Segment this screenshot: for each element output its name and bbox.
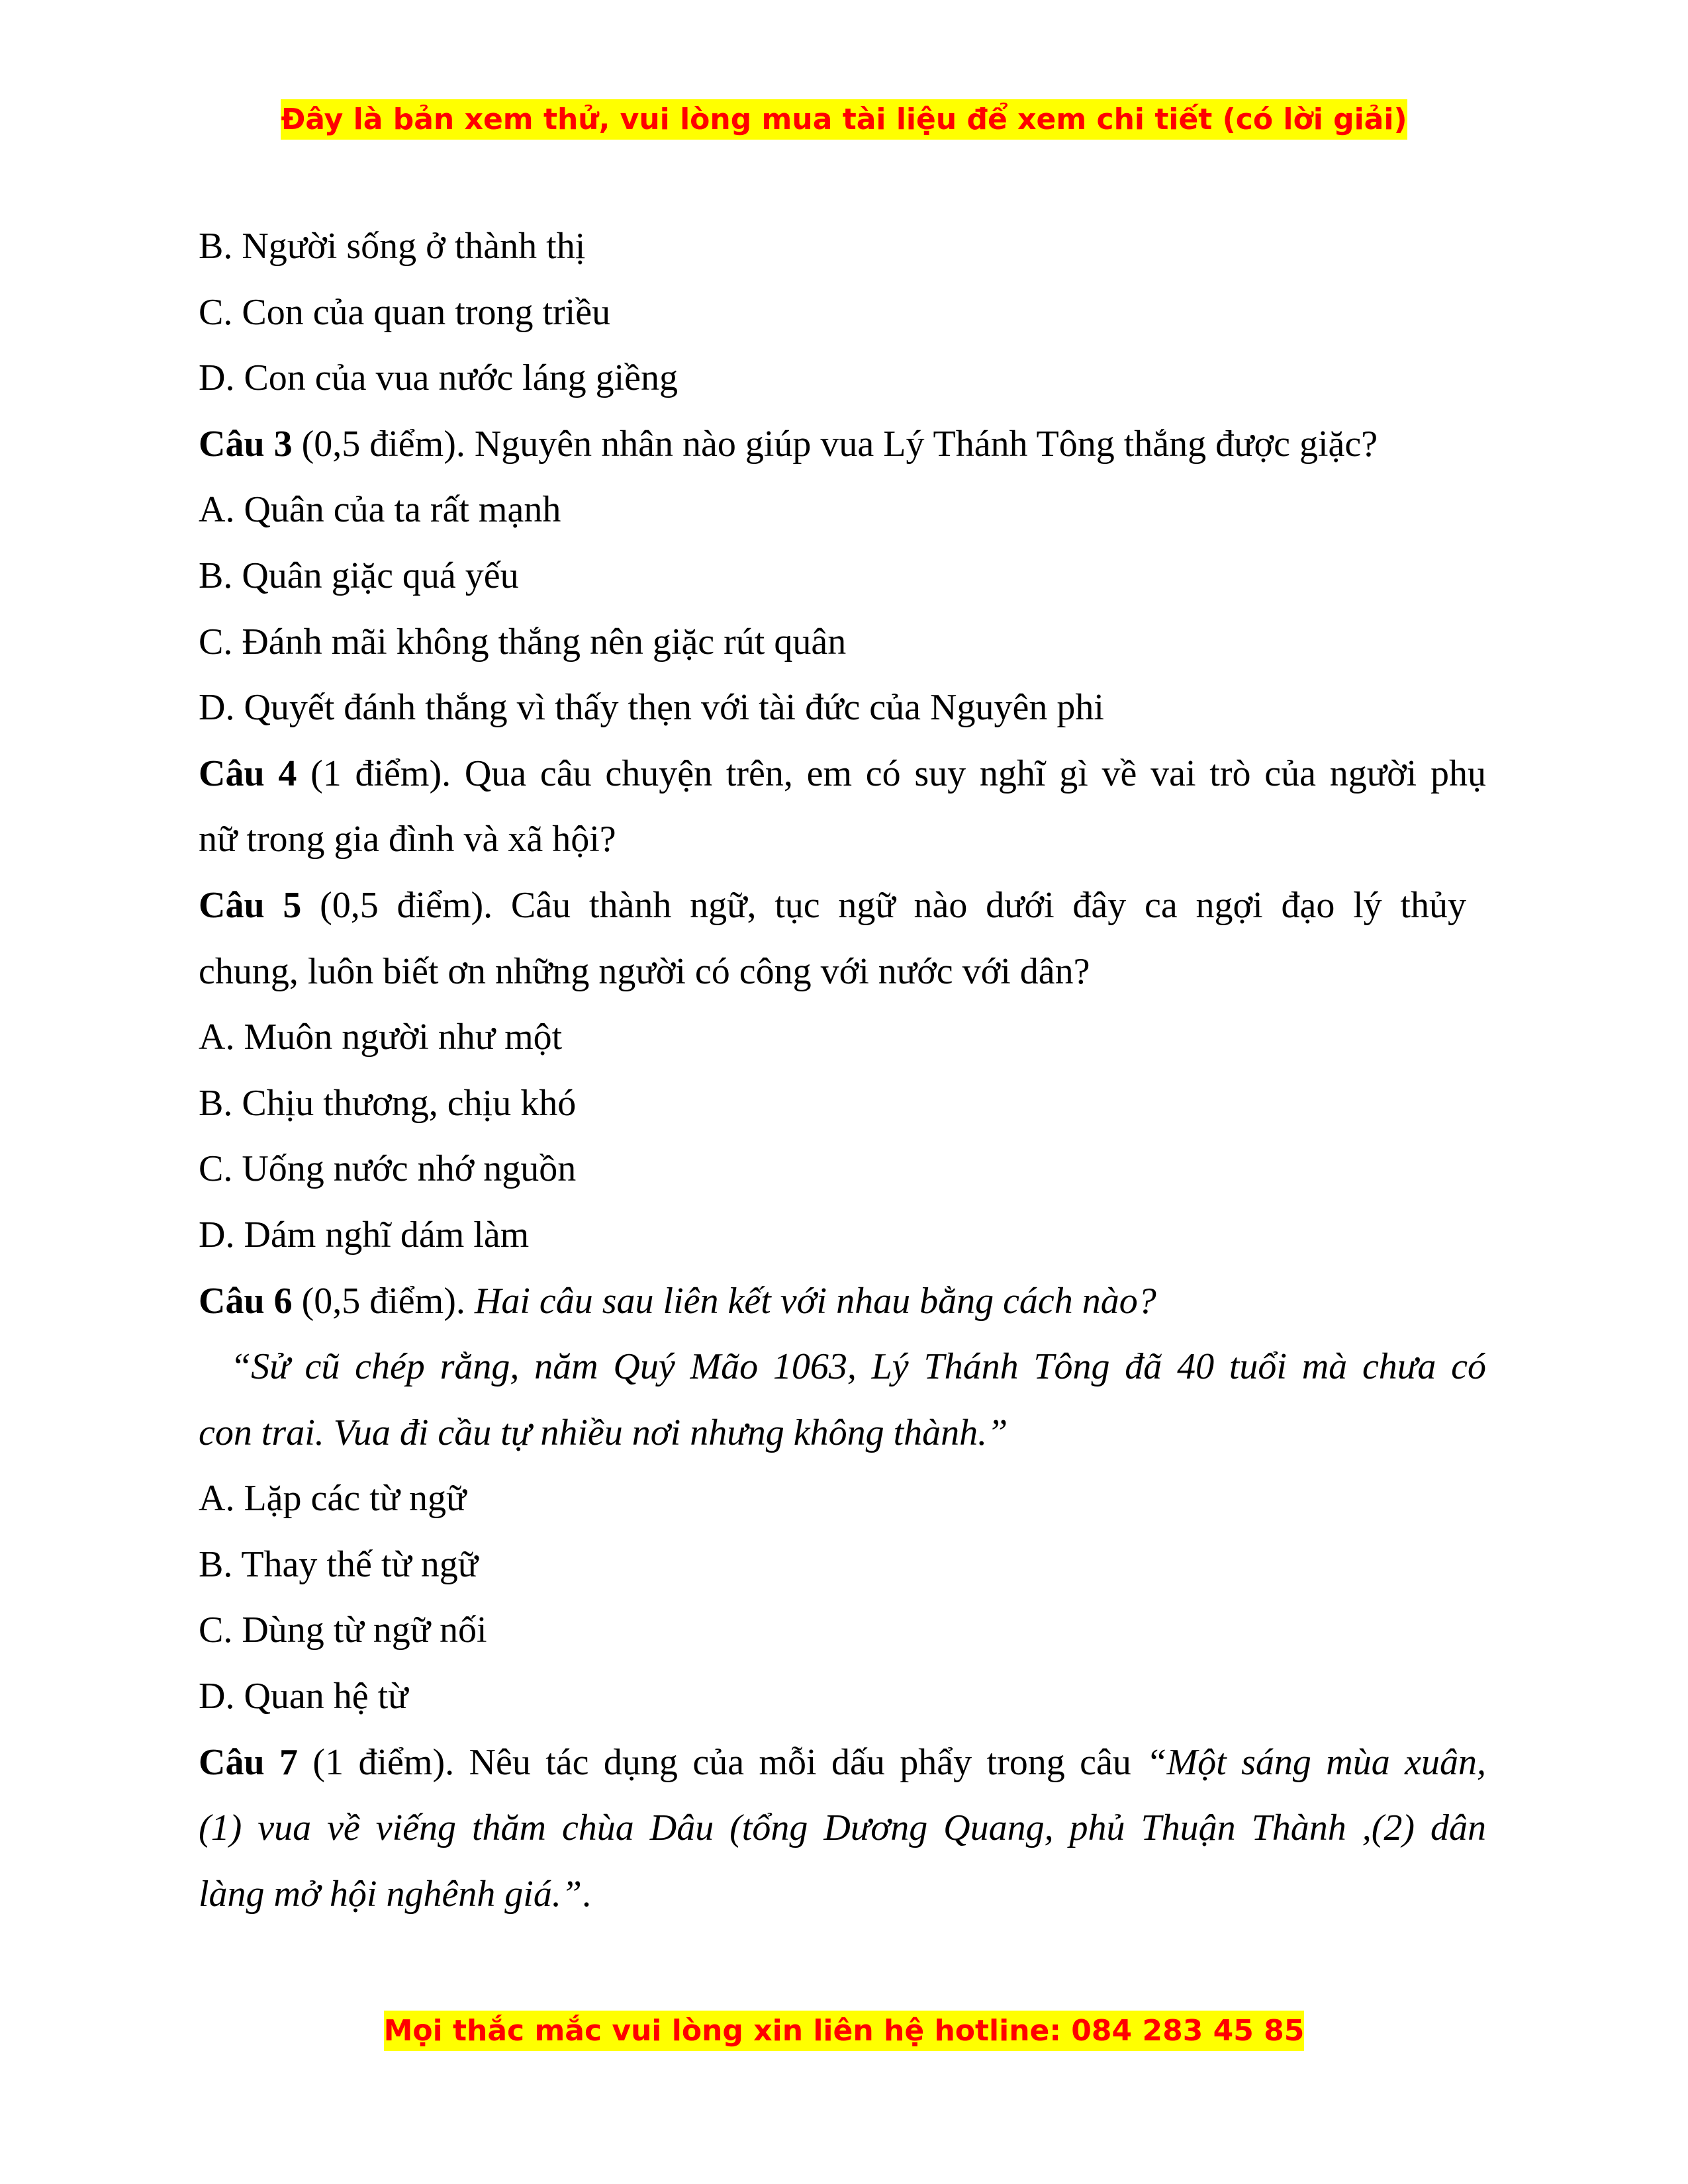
q6-option-c: C. Dùng từ ngữ nối	[199, 1610, 487, 1651]
q3-label: Câu 3	[199, 423, 293, 465]
q4-question-line2: nữ trong gia đình và xã hội?	[199, 819, 616, 860]
q6-question	[199, 1269, 1486, 1335]
q7-question-line1	[199, 1730, 1486, 1796]
q4-question-line1	[199, 741, 1486, 807]
q2-option-c: C. Con của quan trong triều	[199, 291, 611, 333]
q6-quote-text-1: “Sử cũ chép rằng, năm Quý Mão 1063, Lý Thánh Tông đã 40 tuổi mà chưa có	[230, 1346, 1486, 1388]
q5-question-line2: chung, luôn biết ơn những người có công với nước với dân?	[199, 950, 1090, 992]
q5-text-1: (0,5 điểm). Câu thành ngữ, tục ngữ nào dưới đây ca ngợi đạo lý thủy	[301, 884, 1466, 926]
q7-label: Câu 7	[199, 1741, 299, 1783]
hotline-banner	[0, 2011, 1688, 2051]
q6-option-b: B. Thay thế từ ngữ	[199, 1543, 479, 1585]
q4-label: Câu 4	[199, 752, 297, 794]
q7-question-line2	[199, 1796, 1486, 1862]
q5-option-b: B. Chịu thương, chịu khó	[199, 1082, 577, 1124]
q6-points: (0,5 điểm).	[292, 1280, 475, 1322]
q3-option-c: C. Đánh mãi không thắng nên giặc rút quân	[199, 621, 847, 662]
preview-notice-text: Đây là bản xem thử, vui lòng mua tài liệu để xem chi tiết (có lời giải)	[281, 99, 1407, 140]
hotline-text: Mọi thắc mắc vui lòng xin liên hệ hotline: 084 283 45 85	[384, 2011, 1305, 2051]
q7-quote-text-3: làng mở hội nghênh giá.”	[199, 1873, 583, 1915]
q6-option-d: D. Quan hệ từ	[199, 1676, 408, 1717]
q3-option-b: B. Quân giặc quá yếu	[199, 555, 519, 596]
q3-option-a: A. Quân của ta rất mạnh	[199, 489, 561, 531]
q3-option-d: D. Quyết đánh thắng vì thấy thẹn với tài đức của Nguyên phi	[199, 687, 1104, 729]
q5-option-d: D. Dám nghĩ dám làm	[199, 1214, 530, 1255]
q7-question-line3	[199, 1862, 1486, 1928]
q4-text-1: (1 điểm). Qua câu chuyện trên, em có suy nghĩ gì về vai trò của người phụ	[297, 752, 1486, 794]
q7-end: .	[582, 1873, 592, 1915]
q5-option-c: C. Uống nước nhớ nguồn	[199, 1148, 577, 1190]
q6-quote-text-2: con trai. Vua đi cầu tự nhiều nơi nhưng không thành.”	[199, 1412, 1008, 1453]
q7-quote-text-2: (1) vua về viếng thăm chùa Dâu (tổng Dương Quang, phủ Thuận Thành ,(2) dân	[199, 1807, 1486, 1849]
q7-points: (1 điểm). Nêu tác dụng của mỗi dấu phẩy trong câu	[298, 1741, 1147, 1783]
preview-notice-banner	[0, 99, 1688, 140]
q7-quote-text-1: “Một sáng mùa xuân,	[1146, 1741, 1486, 1783]
q3-question	[199, 412, 1486, 478]
q2-option-b: B. Người sống ở thành thị	[199, 226, 586, 267]
q6-quote-line2	[199, 1400, 1486, 1467]
document-body	[199, 214, 1486, 1927]
q5-label: Câu 5	[199, 884, 302, 926]
q6-option-a: A. Lặp các từ ngữ	[199, 1478, 467, 1520]
q2-option-d: D. Con của vua nước láng giềng	[199, 357, 679, 399]
q6-quote-line1	[199, 1334, 1486, 1400]
q6-question-text: Hai câu sau liên kết với nhau bằng cách nào?	[474, 1280, 1156, 1322]
q6-label: Câu 6	[199, 1280, 293, 1322]
q5-option-a: A. Muôn người như một	[199, 1017, 563, 1058]
q3-text: (0,5 điểm). Nguyên nhân nào giúp vua Lý Thánh Tông thắng được giặc?	[292, 423, 1378, 465]
q5-question-line1	[199, 873, 1466, 939]
